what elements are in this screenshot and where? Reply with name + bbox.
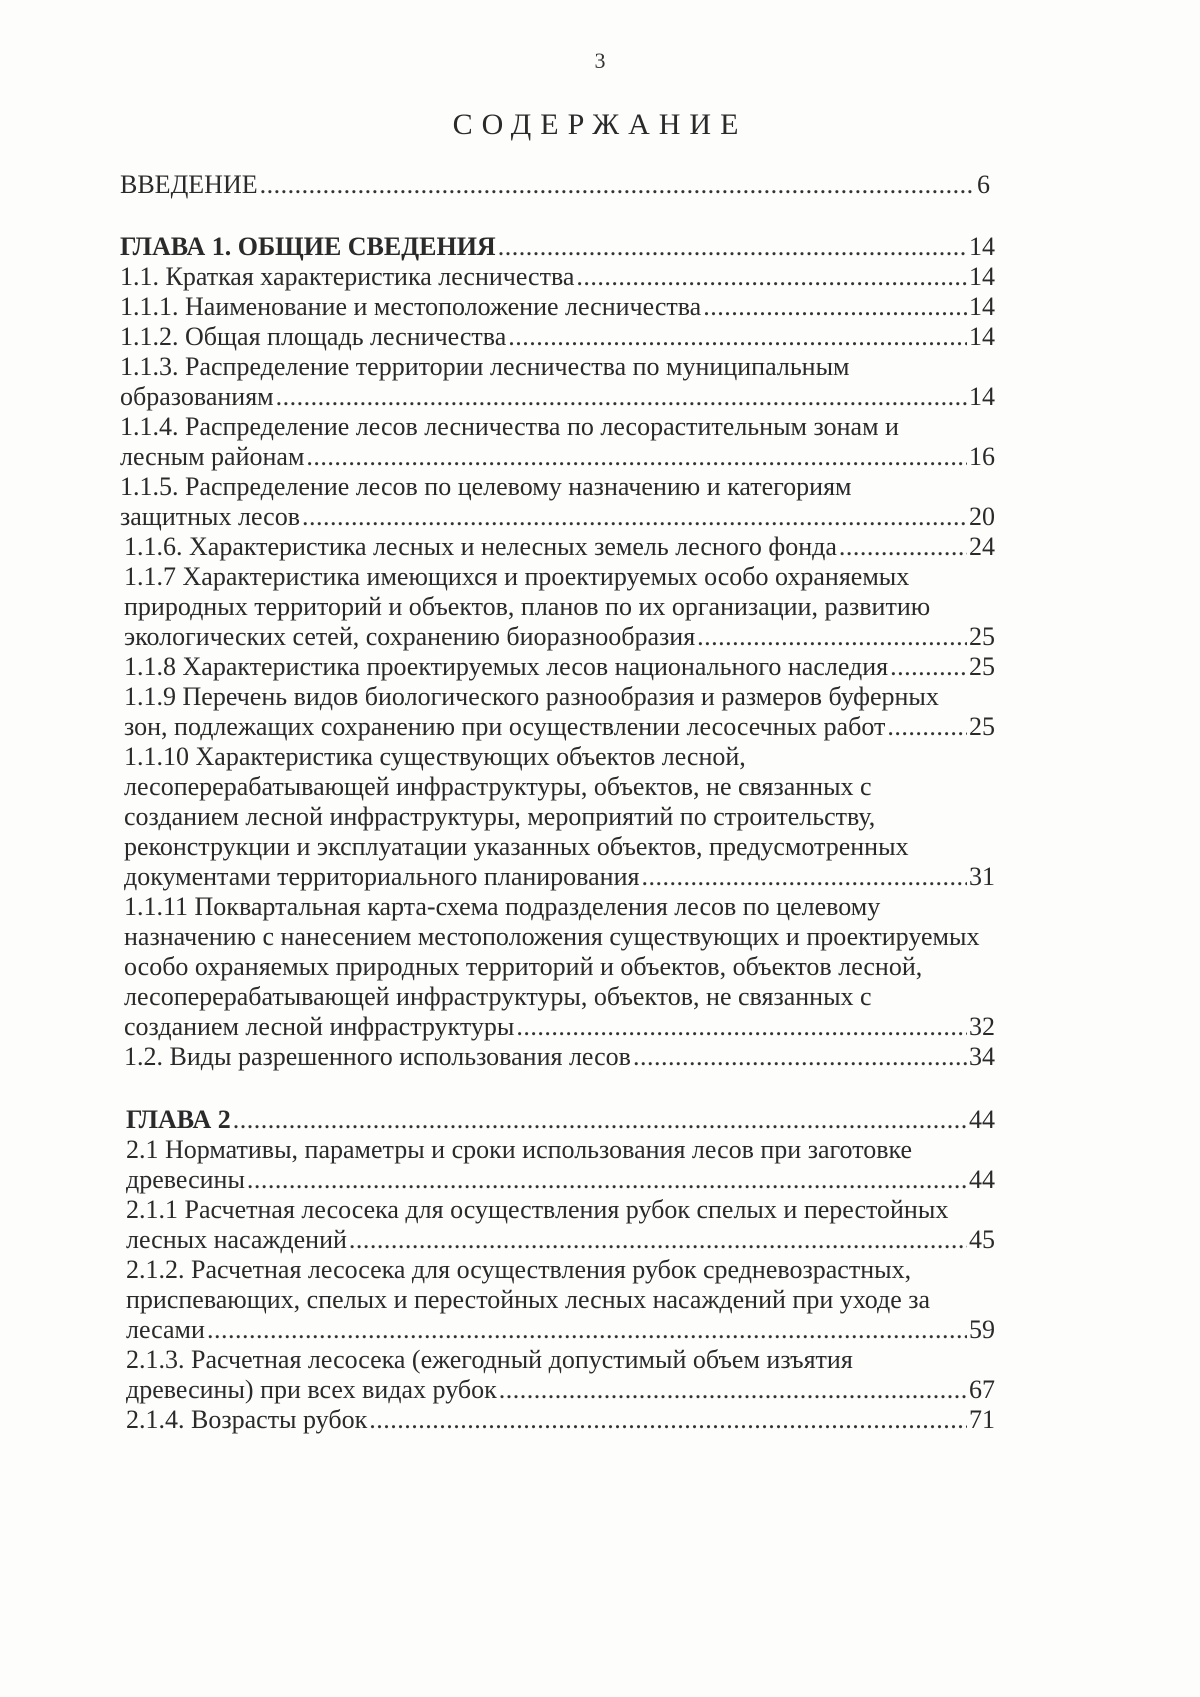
toc-entry-page: 45 — [969, 1225, 995, 1254]
toc-entry — [126, 1374, 995, 1406]
toc-entry-line — [124, 591, 995, 623]
toc-entry-line — [124, 741, 995, 773]
toc-entry-page: 14 — [969, 232, 995, 261]
toc-entry — [120, 441, 995, 473]
dot-leader — [516, 1011, 967, 1043]
toc-entry-line — [126, 1194, 995, 1226]
toc-entry — [126, 1314, 995, 1346]
toc-entry-title-cont: лесных насаждений — [126, 1225, 347, 1254]
dot-leader — [369, 1404, 967, 1436]
toc-entry-line — [126, 1254, 995, 1286]
toc-entry-title: 2.1.1 Расчетная лесосека для осуществления рубок спелых и перестойных — [126, 1195, 949, 1224]
dot-leader — [260, 169, 975, 201]
toc-entry — [120, 261, 995, 293]
toc-entry-title-cont: документами территориального планирования — [124, 862, 640, 891]
dot-leader — [276, 381, 967, 413]
toc-entry-title-cont: назначению с нанесением местоположения существующих и проектируемых — [124, 922, 980, 951]
toc-entry-title-cont: древесины) при всех видах рубок — [126, 1375, 497, 1404]
toc-entry-title-cont: реконструкции и эксплуатации указанных объектов, предусмотренных — [124, 832, 909, 861]
toc-entry-title-cont: лесным районам — [120, 442, 305, 471]
toc-entry — [120, 501, 995, 533]
toc-entry — [124, 531, 995, 563]
toc-entry-title: 1.1.6. Характеристика лесных и нелесных земель лесного фонда — [124, 532, 837, 561]
toc-entry-page: 14 — [969, 262, 995, 291]
toc-title: СОДЕРЖАНИЕ — [452, 108, 748, 141]
toc-entry-page: 31 — [969, 862, 995, 891]
toc-entry-title: 1.1.11 Поквартальная карта-схема подразделения лесов по целевому — [124, 892, 881, 921]
toc-entry — [120, 381, 995, 413]
dot-leader — [233, 1104, 967, 1136]
dot-leader — [890, 651, 967, 683]
toc-entry-line — [124, 981, 995, 1013]
toc-entry-page: 24 — [969, 532, 995, 561]
toc-entry-title: 1.1.9 Перечень видов биологического разнообразия и размеров буферных — [124, 682, 939, 711]
toc-entry-line — [120, 471, 995, 503]
toc-entry — [124, 711, 995, 743]
toc-entry-title-cont: зон, подлежащих сохранению при осуществлении лесосечных работ — [124, 712, 886, 741]
toc-entry-title: 2.1.2. Расчетная лесосека для осуществления рубок средневозрастных, — [126, 1255, 912, 1284]
toc-entry-page: 20 — [969, 502, 995, 531]
dot-leader — [641, 861, 967, 893]
toc-entry-title: 1.1.3. Распределение территории лесничества по муниципальным — [120, 352, 850, 381]
toc-entry-title: 1.1.7 Характеристика имеющихся и проектируемых особо охраняемых — [124, 562, 910, 591]
toc-entry-title-cont: природных территорий и объектов, планов по их организации, развитию — [124, 592, 931, 621]
toc-entry-title-cont: лесоперерабатывающей инфраструктуры, объектов, не связанных с — [124, 982, 872, 1011]
toc-entry-line — [124, 831, 995, 863]
toc-entry-title: 2.1.3. Расчетная лесосека (ежегодный допустимый объем изъятия — [126, 1345, 853, 1374]
toc-entry-title: 1.1. Краткая характеристика лесничества — [120, 262, 575, 291]
toc-entry — [124, 651, 995, 683]
toc-entry-title: 2.1.4. Возрасты рубок — [126, 1405, 368, 1434]
toc-entry-page: 34 — [969, 1042, 995, 1071]
dot-leader — [499, 1374, 967, 1406]
dot-leader — [697, 621, 967, 653]
toc-entry-chapter-2 — [126, 1104, 995, 1136]
toc-entry-title: ВВЕДЕНИЕ — [120, 170, 258, 199]
toc-entry — [120, 291, 995, 323]
toc-entry-page: 67 — [969, 1375, 995, 1404]
dot-leader — [306, 441, 967, 473]
toc-entry-line — [126, 1284, 995, 1316]
toc-entry-title: 1.1.5. Распределение лесов по целевому назначению и категориям — [120, 472, 852, 501]
toc-entry — [126, 1164, 995, 1196]
toc-entry-page: 25 — [969, 622, 995, 651]
dot-leader — [498, 231, 967, 263]
toc-entry-line — [124, 801, 995, 833]
toc-entry-line — [120, 351, 995, 383]
toc-entry-title: 1.2. Виды разрешенного использования лесов — [124, 1042, 631, 1071]
toc-entry-line — [124, 681, 995, 713]
toc-entry — [126, 1404, 995, 1436]
toc-entry-chapter-1 — [120, 231, 995, 263]
toc-entry — [124, 861, 995, 893]
toc-entry-title-cont: защитных лесов — [120, 502, 300, 531]
toc-entry-line — [124, 951, 995, 983]
page-number: 3 — [594, 48, 606, 73]
toc-entry-page: 16 — [969, 442, 995, 471]
toc-entry-page: 14 — [969, 382, 995, 411]
dot-leader — [633, 1041, 967, 1073]
toc-entry-line — [120, 411, 995, 443]
toc-entry-title-cont: приспевающих, спелых и перестойных лесных насаждений при уходе за — [126, 1285, 931, 1314]
toc-entry-title: 1.1.10 Характеристика существующих объектов лесной, — [124, 742, 746, 771]
toc-entry-title: 1.1.8 Характеристика проектируемых лесов национального наследия — [124, 652, 889, 681]
dot-leader — [349, 1224, 967, 1256]
toc-entry-line — [126, 1344, 995, 1376]
toc-entry-page: 14 — [969, 292, 995, 321]
toc-entry-page: 6 — [977, 170, 990, 199]
toc-entry — [124, 1041, 995, 1073]
toc-entry-title: ГЛАВА 2 — [126, 1105, 231, 1134]
dot-leader — [703, 291, 967, 323]
toc-entry-line — [126, 1134, 995, 1166]
toc-entry-page: 32 — [969, 1012, 995, 1041]
toc-entry-title: 1.1.2. Общая площадь лесничества — [120, 322, 507, 351]
toc-entry-page: 25 — [969, 652, 995, 681]
toc-entry-title-cont: экологических сетей, сохранению биоразнообразия — [124, 622, 696, 651]
toc-entry-page: 59 — [969, 1315, 995, 1344]
dot-leader — [839, 531, 967, 563]
toc-entry-line — [124, 891, 995, 923]
toc-entry-title: 2.1 Нормативы, параметры и сроки использования лесов при заготовке — [126, 1135, 913, 1164]
toc-entry-title: 1.1.1. Наименование и местоположение лесничества — [120, 292, 702, 321]
dot-leader — [887, 711, 967, 743]
toc-entry-introduction — [120, 169, 990, 201]
toc-entry-title-cont: особо охраняемых природных территорий и объектов, объектов лесной, — [124, 952, 923, 981]
toc-entry-page: 25 — [969, 712, 995, 741]
toc-entry-title: 1.1.4. Распределение лесов лесничества по лесорастительным зонам и — [120, 412, 899, 441]
toc-entry-line — [124, 771, 995, 803]
dot-leader — [247, 1164, 967, 1196]
toc-entry-title: ГЛАВА 1. ОБЩИЕ СВЕДЕНИЯ — [120, 232, 496, 261]
toc-entry-line — [124, 921, 995, 953]
toc-entry-line — [124, 561, 995, 593]
toc-entry-title-cont: образованиям — [120, 382, 274, 411]
toc-entry — [124, 1011, 995, 1043]
toc-entry-page: 14 — [969, 322, 995, 351]
toc-entry-title-cont: древесины — [126, 1165, 245, 1194]
toc-entry-page: 44 — [969, 1105, 995, 1134]
toc-entry-title-cont: лесоперерабатывающей инфраструктуры, объектов, не связанных с — [124, 772, 872, 801]
toc-entry-page: 44 — [969, 1165, 995, 1194]
toc-entry — [126, 1224, 995, 1256]
toc-entry-title-cont: созданием лесной инфраструктуры — [124, 1012, 515, 1041]
toc-entry — [124, 621, 995, 653]
dot-leader — [207, 1314, 967, 1346]
dot-leader — [576, 261, 967, 293]
toc-entry-page: 71 — [969, 1405, 995, 1434]
dot-leader — [302, 501, 967, 533]
toc-entry-title-cont: созданием лесной инфраструктуры, мероприятий по строительству, — [124, 802, 876, 831]
toc-entry-title-cont: лесами — [126, 1315, 205, 1344]
dot-leader — [508, 321, 967, 353]
toc-entry — [120, 321, 995, 353]
